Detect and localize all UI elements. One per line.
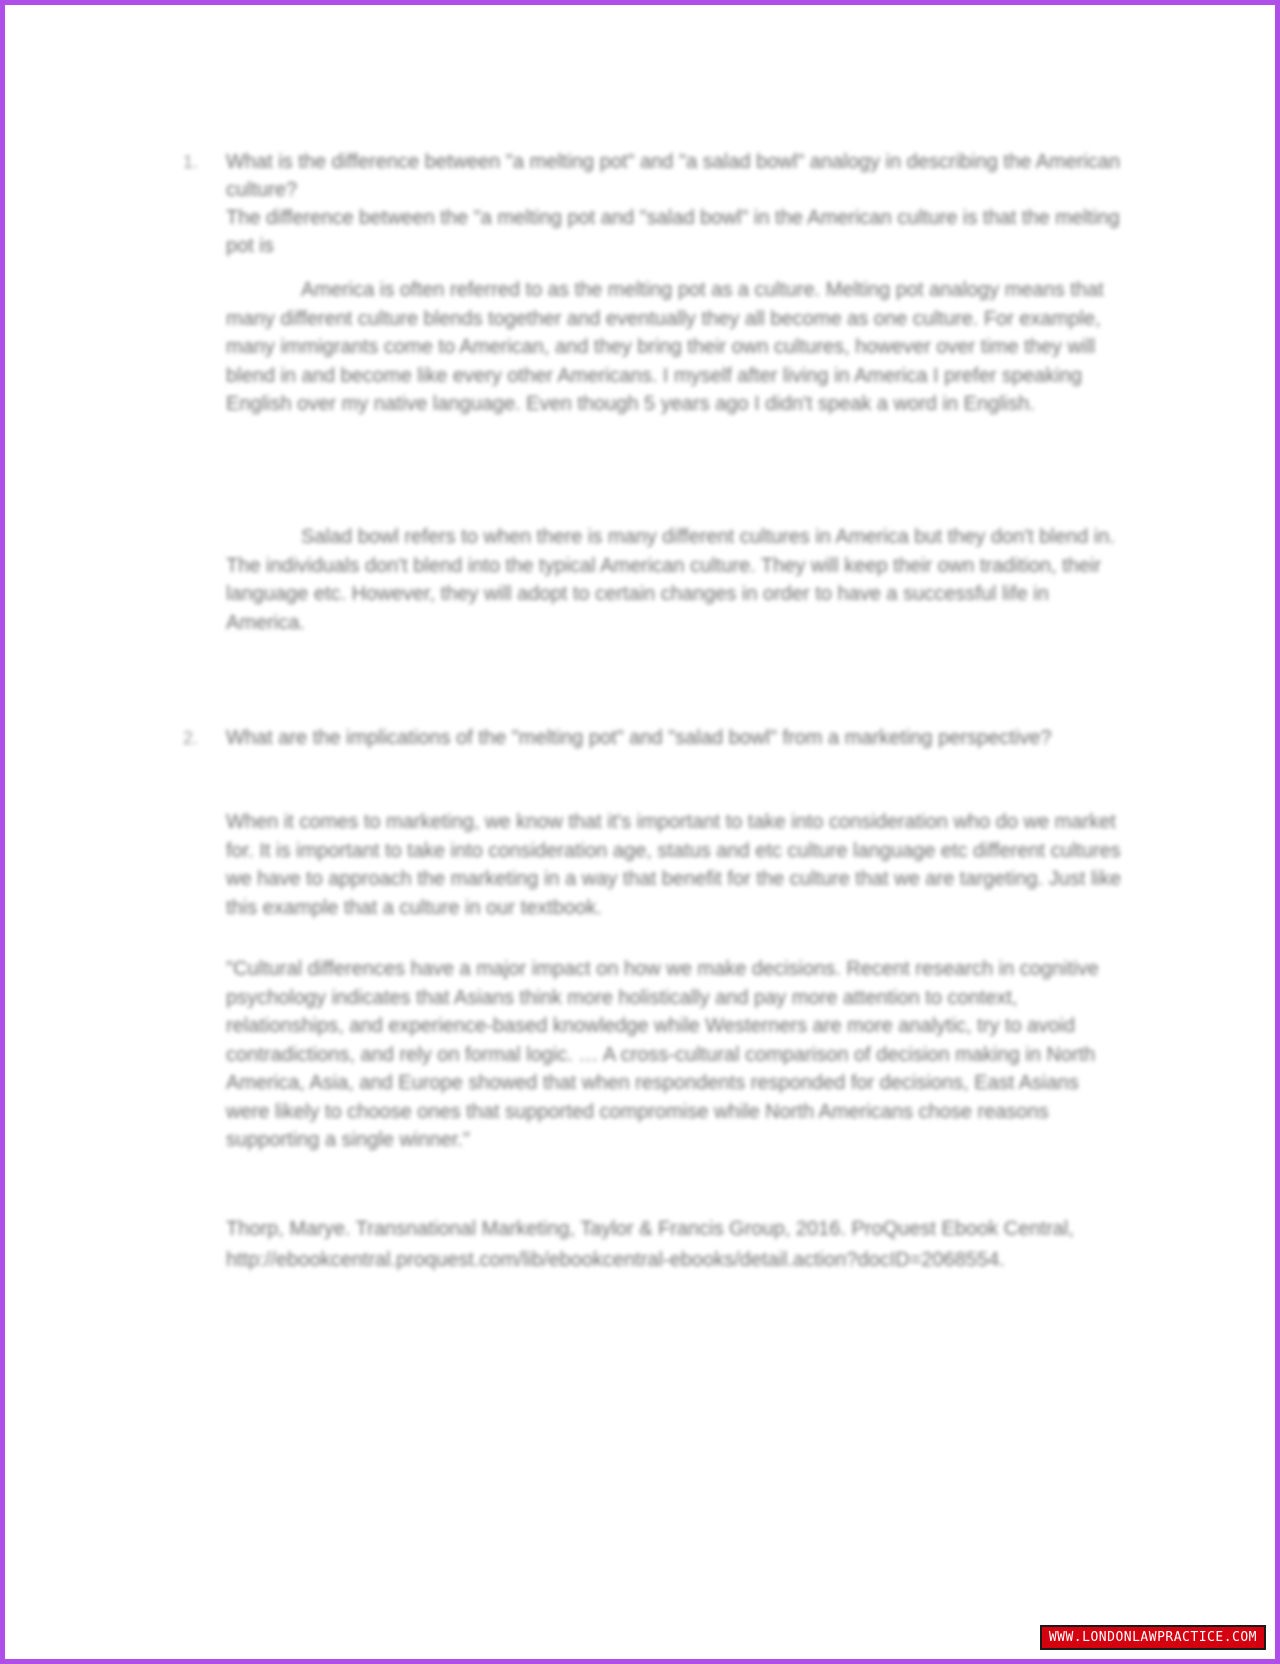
question-1-text: What is the difference between "a melting pot" and "a salad bowl" analogy in describing the American culture? <box>226 151 1121 201</box>
question-1-answer-intro: The difference between the "a melting pot and "salad bowl" in the American culture is that the melting pot is <box>226 207 1120 257</box>
question-2-number: 2. <box>183 728 199 748</box>
watermark-badge: WWW.LONDONLAWPRACTICE.COM <box>1040 1625 1266 1650</box>
salad-bowl-paragraph: Salad bowl refers to when there is many different cultures in America but they don't blend in. The individuals don't blend into the typical American culture. They will keep their own tradition, their language etc. However, they will adopt to certain changes in order to have a successful life in America. <box>226 526 1115 634</box>
citation: Thorp, Marye. Transnational Marketing, Taylor & Francis Group, 2016. ProQuest Ebook Central, http://ebookcentral.proquest.com/lib/ebookcentral-ebooks/detail.action?docID=2068554. <box>226 1218 1074 1271</box>
question-2-text: What are the implications of the "melting pot" and "salad bowl" from a marketing perspective? <box>226 727 1052 749</box>
quote-paragraph: "Cultural differences have a major impact on how we make decisions. Recent research in cognitive psychology indicates that Asians think more holistically and pay more attention to context, relationships, and experience-based knowledge while Westerners are more analytic, try to avoid contradictions, and rely on formal logic. … A cross-cultural comparison of decision making in North America, Asia, and Europe showed that when respondents responded for decisions, East Asians were likely to choose ones that supported compromise while North Americans chose reasons supporting a single winner." <box>226 958 1099 1151</box>
question-1-number: 1. <box>183 152 199 172</box>
marketing-paragraph: When it comes to marketing, we know that it's important to take into consideration who do we market for. It is important to take into consideration age, status and etc culture language etc different cultures we have to approach the marketing in a way that benefit for the culture that we are targeting. Just like this example that a culture in our textbook. <box>226 811 1121 919</box>
melting-pot-paragraph: America is often referred to as the melting pot as a culture. Melting pot analogy means that many different culture blends together and eventually they all become as one culture. For example, many immigrants come to American, and they bring their own cultures, however over time they will blend in and become like every other Americans. I myself after living in America I prefer speaking English over my native language. Even though 5 years ago I didn't speak a word in English. <box>226 279 1104 415</box>
